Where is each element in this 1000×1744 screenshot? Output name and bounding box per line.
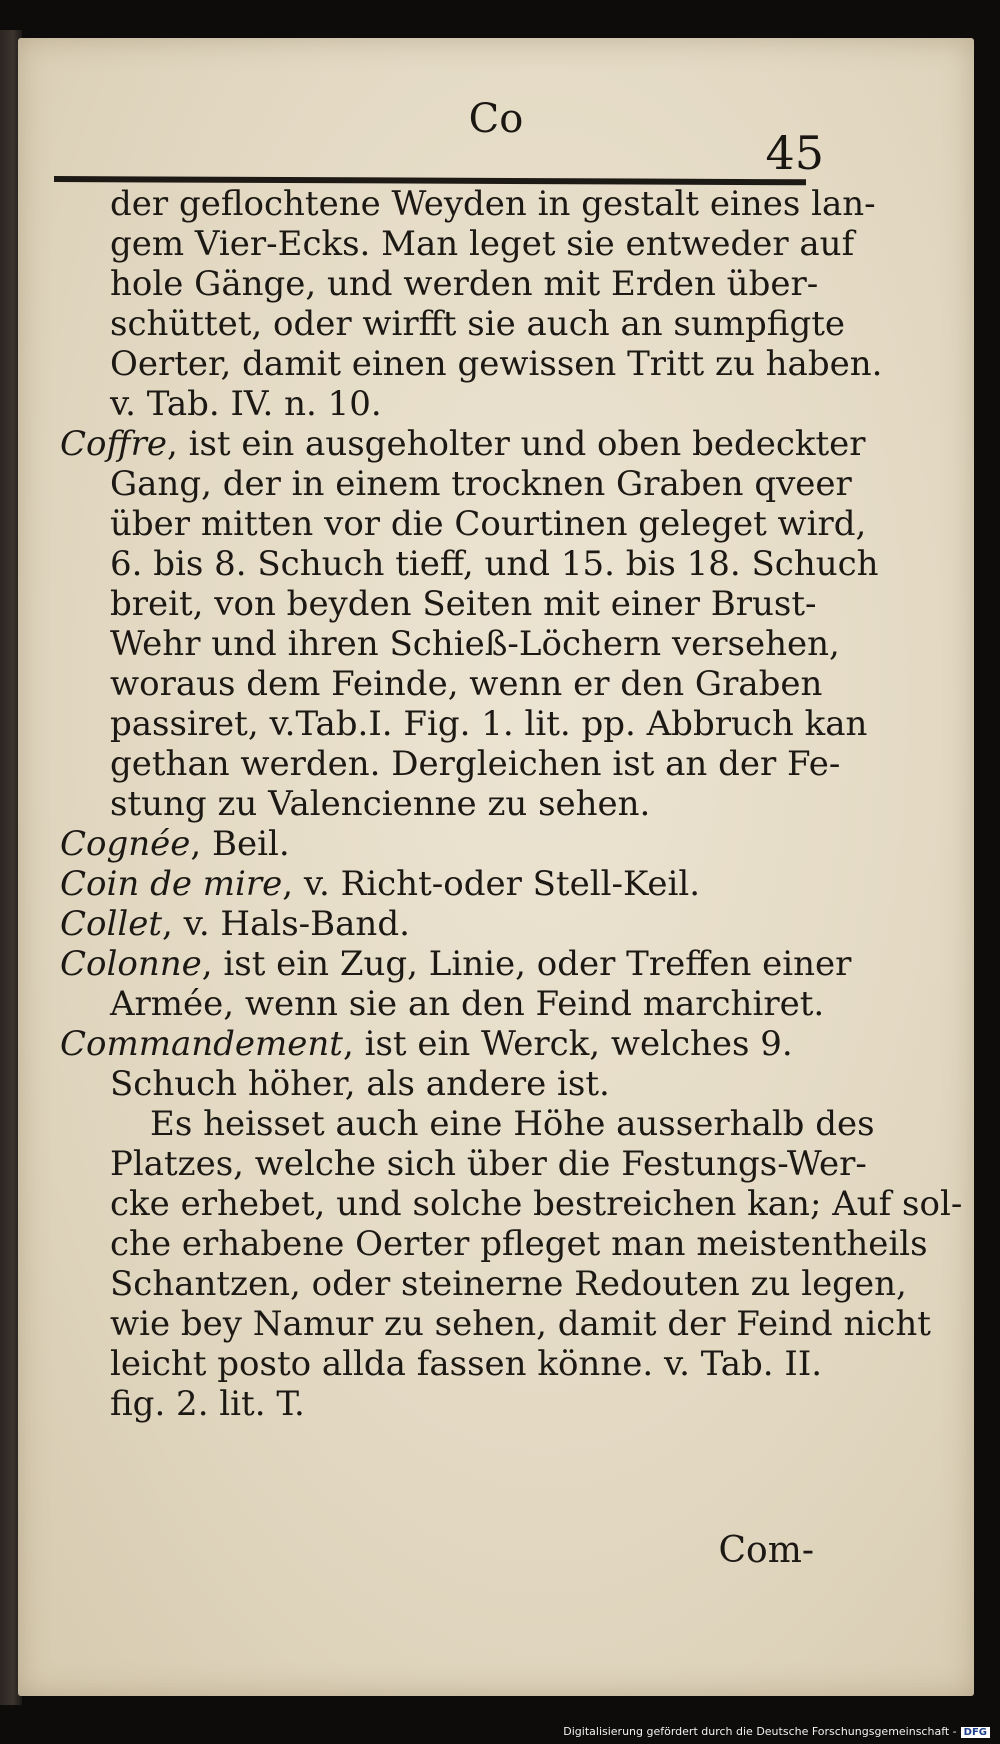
text-line — [60, 1024, 820, 1064]
line-text: Es heisset auch eine Höhe ausserhalb des — [150, 1104, 875, 1144]
line-text: , v. Richt-oder Stell-Keil. — [282, 864, 701, 904]
line-text: breit, von beyden Seiten mit einer Brust- — [110, 584, 817, 624]
text-line — [60, 624, 840, 664]
text-line — [60, 1064, 820, 1104]
text-line — [60, 1264, 907, 1304]
line-text: gem Vier-Ecks. Man leget sie entweder auf — [110, 224, 855, 264]
line-text: über mitten vor die Courtinen geleget wird, — [110, 504, 867, 544]
line-text: Platzes, welche sich über die Festungs-Wer- — [110, 1144, 867, 1184]
running-head: Co — [468, 96, 524, 142]
line-text: leicht posto allda fassen könne. v. Tab. II. — [110, 1344, 823, 1384]
text-line — [60, 384, 820, 424]
text-line — [60, 824, 820, 864]
line-text: 6. bis 8. Schuch tieff, und 15. bis 18. Schuch — [110, 544, 879, 584]
text-line — [60, 904, 820, 944]
text-line — [60, 704, 868, 744]
text-line — [60, 304, 846, 344]
text-line — [60, 584, 820, 624]
line-text: Armée, wenn sie an den Feind marchiret. — [110, 984, 825, 1024]
line-text: Schantzen, oder steinerne Redouten zu legen, — [110, 1264, 907, 1304]
dfg-logo-icon: DFG — [961, 1727, 990, 1738]
line-text: woraus dem Feinde, wenn er den Graben — [110, 664, 823, 704]
text-line — [60, 744, 841, 784]
line-text: v. Tab. IV. n. 10. — [110, 384, 382, 424]
line-text: Schuch höher, als andere ist. — [110, 1064, 610, 1104]
line-text: , ist ein Zug, Linie, oder Treffen einer — [201, 944, 852, 984]
line-text: Gang, der in einem trocknen Graben qveer — [110, 464, 852, 504]
entry-headword: Commandement — [60, 1024, 343, 1064]
text-line — [60, 504, 867, 544]
text-line — [60, 664, 823, 704]
body-text — [60, 184, 963, 1424]
text-line — [60, 424, 866, 464]
line-text: , ist ein Werck, welches 9. — [342, 1024, 793, 1064]
text-line — [60, 1184, 963, 1224]
line-text: hole Gänge, und werden mit Erden über- — [110, 264, 819, 304]
entry-headword: Colonne — [60, 944, 202, 984]
text-line — [60, 984, 825, 1024]
entry-headword: Coffre — [60, 424, 167, 464]
text-line — [60, 864, 820, 904]
entry-headword: Collet — [60, 904, 163, 944]
entry-headword: Cognée — [60, 824, 191, 864]
line-text: wie bey Namur zu sehen, damit der Feind nicht — [110, 1304, 931, 1344]
line-text: stung zu Valencienne zu sehen. — [110, 784, 651, 824]
text-line — [60, 1104, 875, 1144]
line-text: Wehr und ihren Schieß-Löchern versehen, — [110, 624, 840, 664]
text-line — [60, 1224, 928, 1264]
funding-footer — [563, 1725, 990, 1738]
line-text: schüttet, oder wirfft sie auch an sumpfigte — [110, 304, 846, 344]
text-line — [60, 544, 879, 584]
page-number: 45 — [765, 126, 824, 180]
line-text: fig. 2. lit. T. — [110, 1384, 305, 1424]
text-line — [60, 464, 852, 504]
text-line — [60, 264, 820, 304]
catchword: Com- — [718, 1530, 814, 1571]
text-line — [60, 784, 820, 824]
line-text: , ist ein ausgeholter und oben bedeckter — [166, 424, 866, 464]
text-line — [60, 224, 855, 264]
line-text: , Beil. — [190, 824, 290, 864]
book-page — [18, 38, 974, 1696]
line-text: che erhabene Oerter pfleget man meistentheils — [110, 1224, 928, 1264]
text-line — [60, 1384, 820, 1424]
text-line — [60, 184, 876, 224]
line-text: passiret, v.Tab.I. Fig. 1. lit. pp. Abbruch kan — [110, 704, 868, 744]
text-line — [60, 944, 852, 984]
line-text: gethan werden. Dergleichen ist an der Fe- — [110, 744, 841, 784]
text-line — [60, 1304, 931, 1344]
footer-text: Digitalisierung gefördert durch die Deutsche Forschungsgemeinschaft - — [563, 1725, 957, 1738]
line-text: , v. Hals-Band. — [162, 904, 410, 944]
line-text: cke erhebet, und solche bestreichen kan; Auf sol- — [110, 1184, 963, 1224]
text-line — [60, 1144, 867, 1184]
line-text: Oerter, damit einen gewissen Tritt zu haben. — [110, 344, 883, 384]
text-line — [60, 344, 883, 384]
entry-headword: Coin de mire — [60, 864, 283, 904]
line-text: der geflochtene Weyden in gestalt eines lan- — [110, 184, 876, 224]
text-line — [60, 1344, 823, 1384]
